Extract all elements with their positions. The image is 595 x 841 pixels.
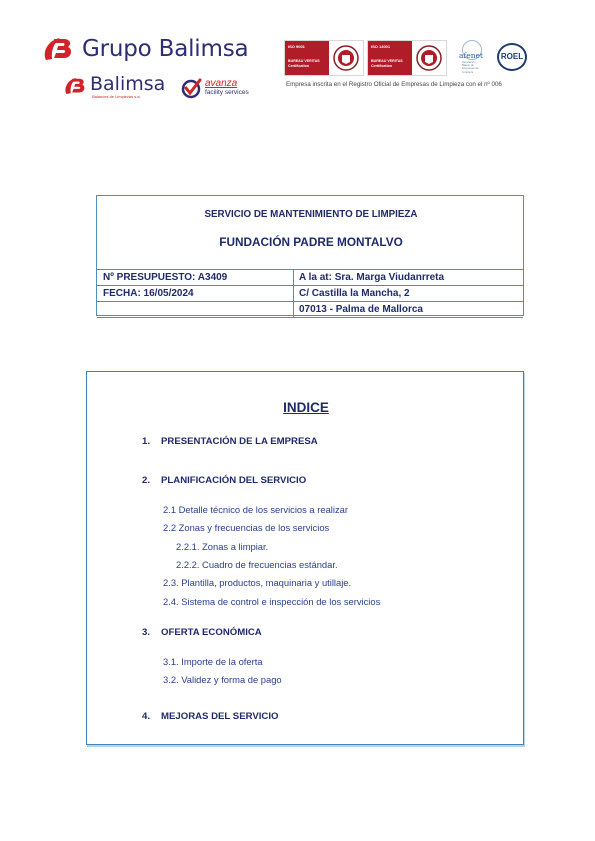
- budget-info-box: [96, 195, 524, 316]
- sub-brand-name: Balimsa: [90, 73, 166, 95]
- section-number: 3.: [142, 627, 151, 638]
- cert-note: Certification: [288, 63, 309, 68]
- index-subsection: 2.2 Zonas y frecuencias de los servicios: [163, 522, 330, 533]
- table-row: [97, 285, 523, 301]
- registry-note: Empresa inscrita en el Registro Oficial de Empresas de Limpieza con el nº 006: [286, 81, 502, 88]
- index-subsection: 2.1 Detalle técnico de los servicios a realizar: [163, 504, 348, 515]
- index-section: [142, 436, 318, 447]
- cert-issuer: BUREAU VERITAS: [288, 59, 320, 63]
- registry-badge: ROEL: [500, 52, 524, 61]
- cert-standard: ISO 9001: [288, 44, 305, 49]
- section-number: 2.: [142, 475, 151, 486]
- index-subsection: 2.4. Sistema de control e inspección de los servicios: [163, 596, 381, 607]
- cert-standard: ISO 14001: [371, 44, 391, 49]
- index-subsection: 2.3. Plantilla, productos, maquinaria y utillaje.: [163, 577, 352, 588]
- section-title: PLANIFICACIÓN DEL SERVICIO: [161, 475, 307, 486]
- index-subsection: 2.2.1. Zonas a limpiar.: [176, 541, 269, 552]
- balimsa-small-logo-mark-icon: [62, 74, 88, 98]
- index-section: [142, 711, 278, 722]
- section-title: PRESENTACIÓN DE LA EMPRESA: [161, 436, 318, 447]
- iso-9001-certification-badge: [284, 40, 364, 76]
- index-section: [142, 475, 306, 486]
- index-box: [86, 371, 524, 745]
- cert-note: Certification: [371, 63, 392, 68]
- budget-date: FECHA: 16/05/2024: [97, 286, 294, 301]
- empty-cell: [97, 302, 294, 317]
- section-number: 4.: [142, 711, 151, 722]
- bureau-veritas-seal-icon: [415, 44, 443, 72]
- section-title: MEJORAS DEL SERVICIO: [161, 711, 279, 722]
- budget-number: Nº PRESUPUESTO: A3409: [97, 270, 294, 285]
- address-line-1: C/ Castilla la Mancha, 2: [299, 288, 410, 299]
- client-name: FUNDACIÓN PADRE MONTALVO: [219, 235, 403, 249]
- budget-details-table: [97, 269, 523, 318]
- roel-registry-logo: [495, 43, 529, 73]
- table-row: [97, 269, 523, 285]
- index-subsection: 2.2.2. Cuadro de frecuencias estándar.: [176, 559, 338, 570]
- grupo-balimsa-logo: [40, 34, 248, 64]
- iso-14001-certification-badge: [367, 40, 447, 76]
- cert-issuer: BUREAU VERITAS: [371, 59, 403, 63]
- section-number: 1.: [142, 436, 151, 447]
- balimsa-logo-mark-icon: [40, 34, 76, 64]
- avanza-check-icon: [180, 77, 202, 99]
- afenet-association-logo: [452, 40, 490, 74]
- avanza-logo: [180, 77, 249, 99]
- index-title: INDICE: [283, 400, 329, 415]
- table-row: [97, 301, 523, 318]
- association-subtitle: Asociación Balear de Empresas de Limpieza: [462, 60, 479, 74]
- index-section: [142, 627, 262, 638]
- bureau-veritas-seal-icon: [332, 44, 360, 72]
- brand-name: Grupo Balimsa: [82, 36, 249, 62]
- attention-to: A la at: Sra. Marga Viudanrreta: [299, 272, 445, 283]
- sub-brand-tagline: Balances de Limpiezas s.a.: [92, 94, 141, 99]
- balimsa-logo: [62, 74, 165, 99]
- service-title: SERVICIO DE MANTENIMIENTO DE LIMPIEZA: [204, 209, 418, 220]
- avanza-name: avanza: [205, 78, 238, 89]
- avanza-subtitle: facility services: [205, 89, 249, 96]
- association-name: afenet: [459, 51, 483, 60]
- index-subsection: 3.2. Validez y forma de pago: [163, 674, 282, 685]
- index-subsection: 3.1. Importe de la oferta: [163, 656, 263, 667]
- address-line-2: 07013 - Palma de Mallorca: [299, 304, 423, 315]
- section-title: OFERTA ECONÓMICA: [161, 627, 262, 638]
